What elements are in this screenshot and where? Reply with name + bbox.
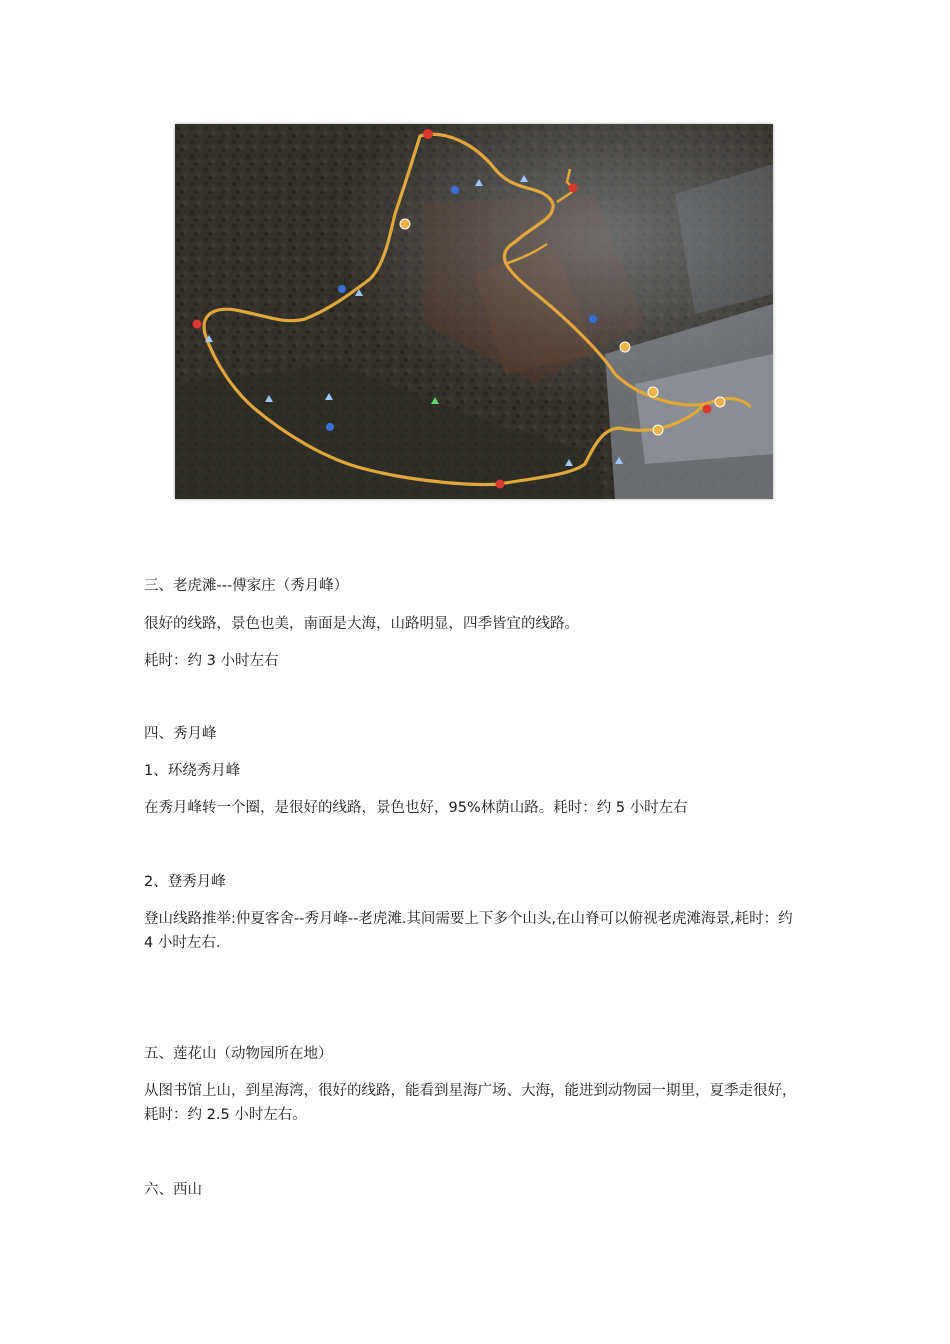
route-map-image [175, 124, 773, 499]
section-4-sub1-heading: 1、环绕秀月峰 [144, 763, 241, 779]
section-4-sub1-text: 在秀月峰转一个圈，是很好的线路，景色也好，95%林荫山路。耗时：约 5 小时左右 [144, 800, 688, 816]
section-4-sub2-text: 登山线路推举:仲夏客舍--秀月峰--老虎滩.其间需要上下多个山头,在山脊可以俯视老虎滩海景,耗时：约 4 小时左右. [144, 911, 793, 951]
section-4-sub2-heading: 2、登秀月峰 [144, 874, 226, 890]
section-6-heading: 六、西山 [144, 1182, 202, 1198]
section-4-heading: 四、秀月峰 [144, 726, 217, 742]
section-5-text: 从图书馆上山，到星海湾，很好的线路，能看到星海广场、大海，能进到动物园一期里，夏季走很好，耗时：约 2.5 小时左右。 [144, 1083, 797, 1123]
satellite-map-icon [175, 124, 773, 499]
section-3-description: 很好的线路，景色也美，南面是大海，山路明显，四季皆宜的线路。 [144, 616, 579, 632]
section-5-heading: 五、莲花山（动物园所在地） [144, 1046, 333, 1062]
section-3-duration: 耗时：约 3 小时左右 [144, 653, 279, 669]
section-3-heading: 三、老虎滩---傅家庄（秀月峰） [144, 578, 349, 594]
